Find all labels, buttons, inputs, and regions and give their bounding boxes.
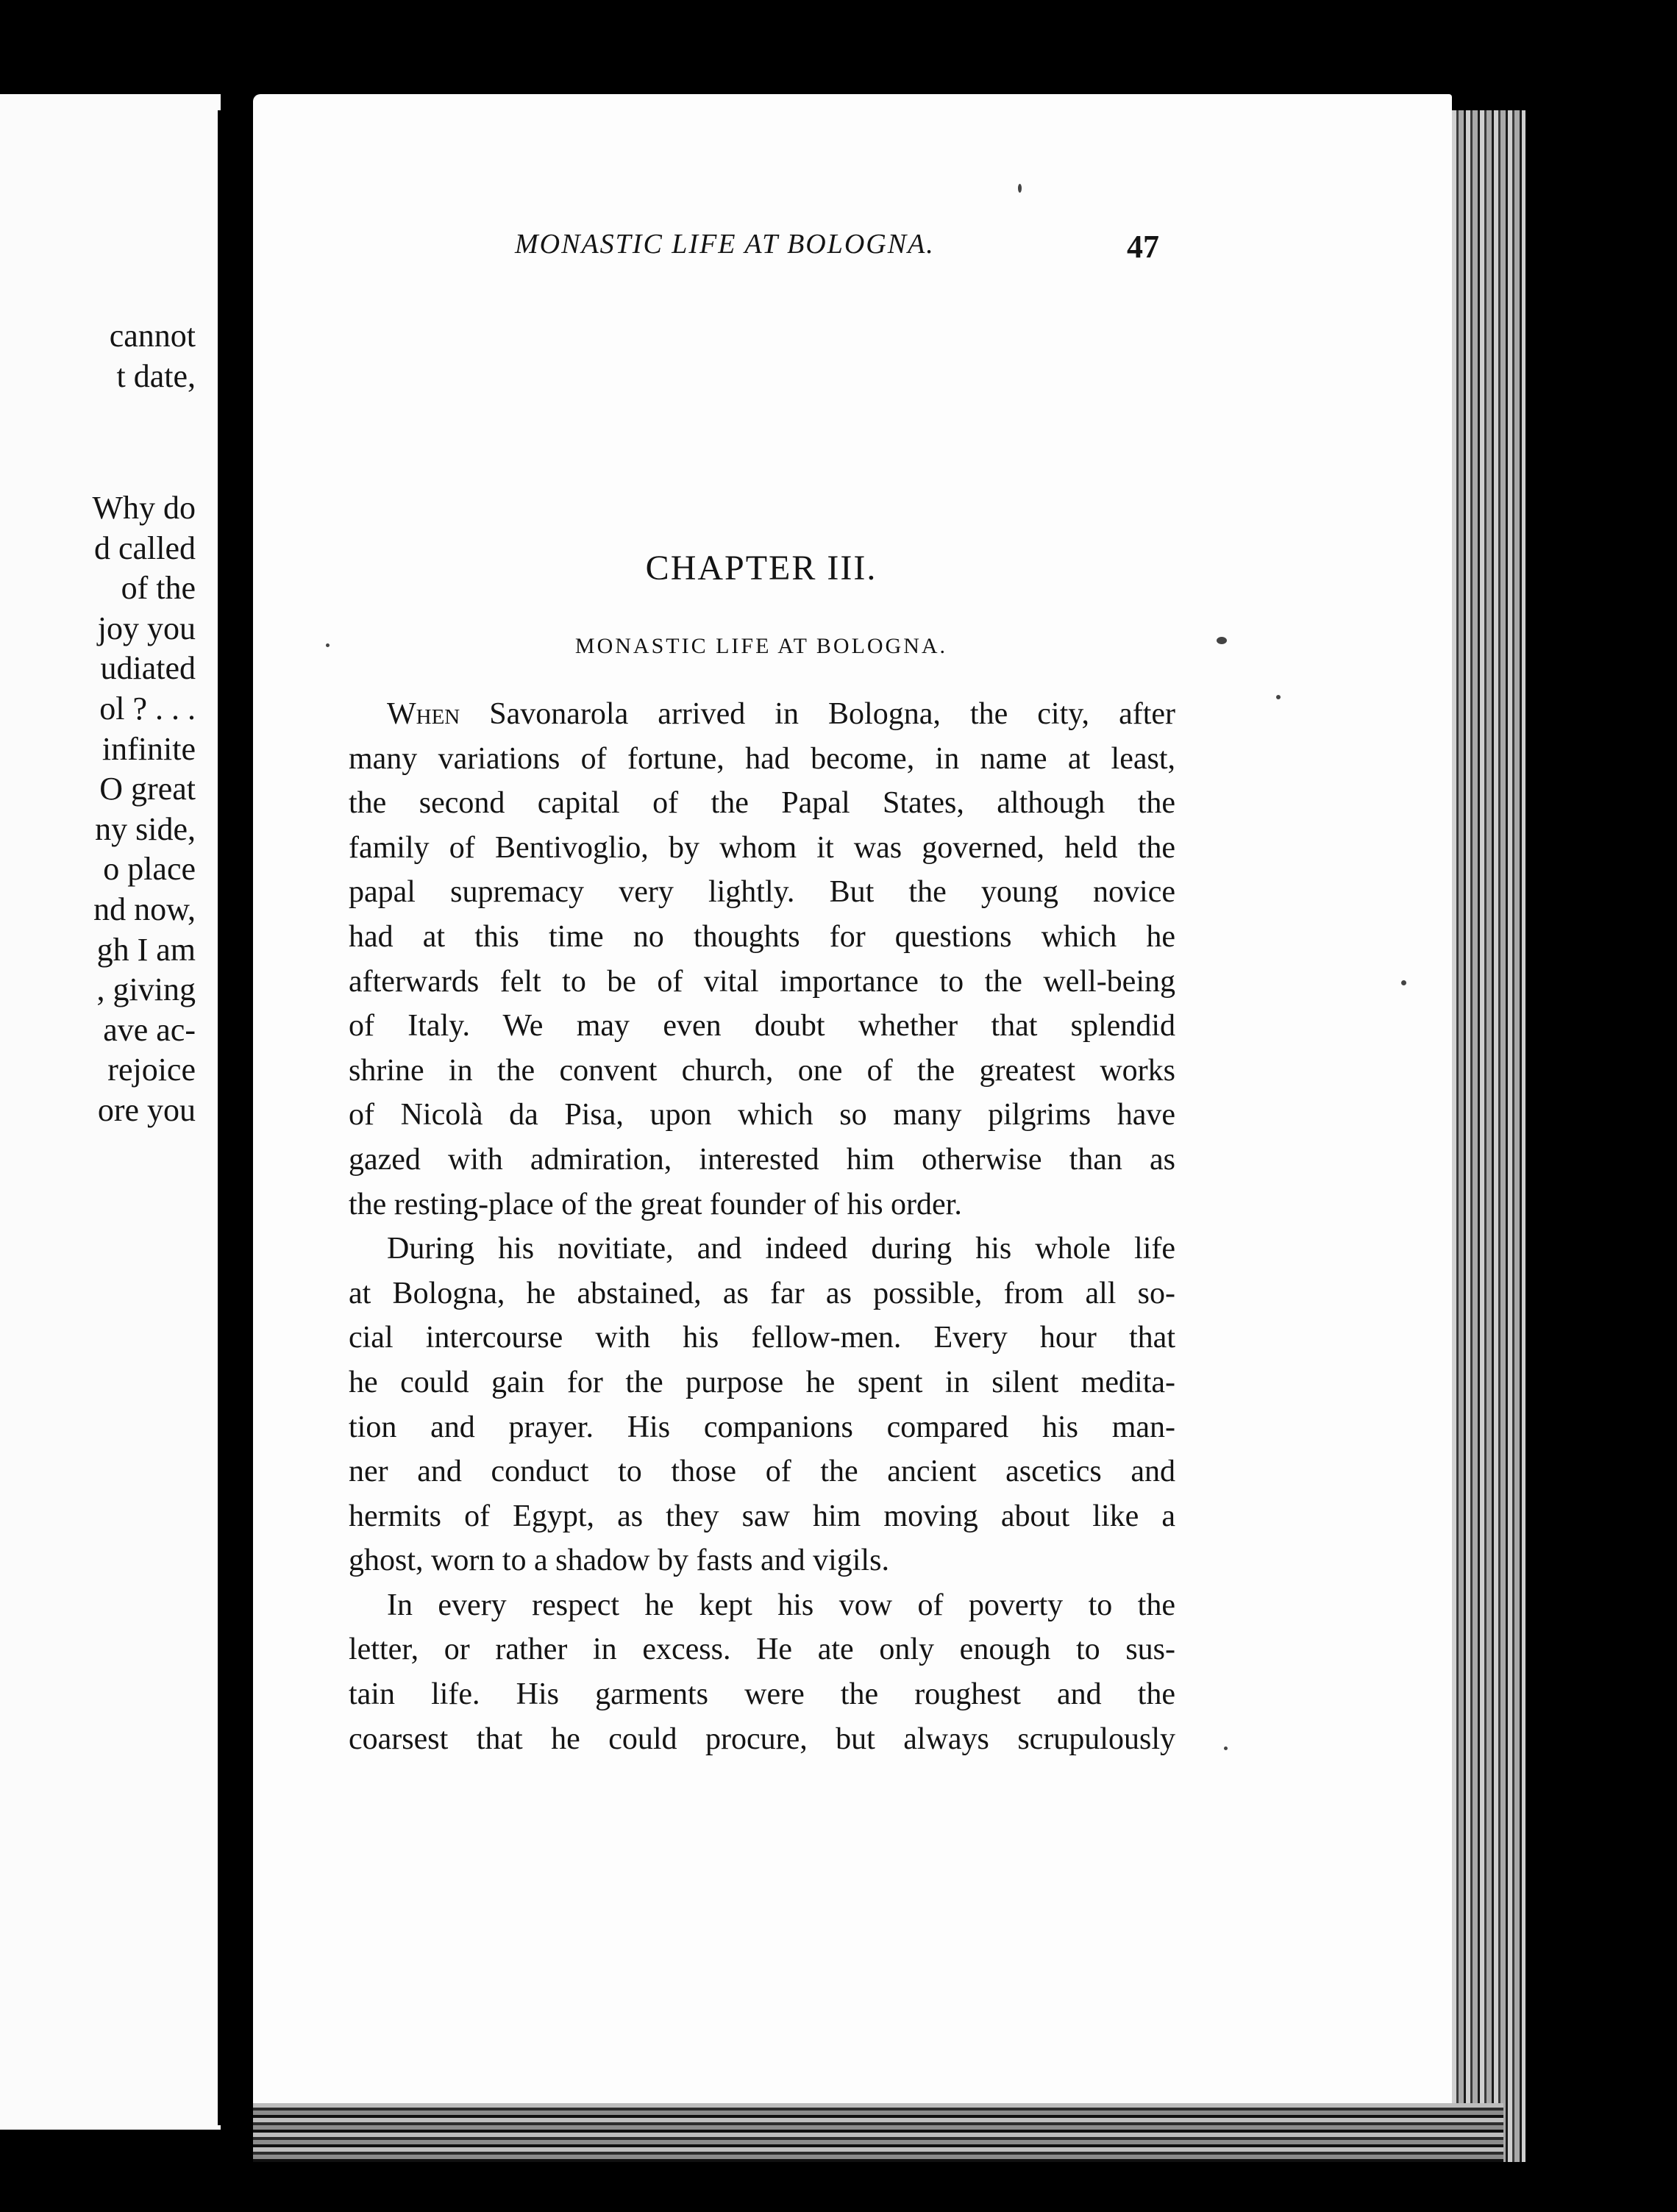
body-text: [349, 692, 1175, 1761]
page-edges: [1452, 110, 1525, 2162]
body-line: of Italy. We may even doubt whether that splendid: [349, 1009, 1175, 1043]
body-line: shrine in the convent church, one of the greatest works: [349, 1053, 1175, 1088]
body-line: the second capital of the Papal States, although the: [349, 786, 1175, 821]
book-gutter: [218, 110, 254, 2125]
body-line: had at this time no thoughts for questions which he: [349, 919, 1175, 954]
body-line: tion and prayer. His companions compared his man-: [349, 1410, 1175, 1444]
left-page-line: cannot: [109, 318, 196, 354]
body-line: many variations of fortune, had become, in name at least,: [349, 741, 1175, 776]
scan-speck: [326, 643, 330, 647]
left-page-line: joy you: [97, 610, 196, 646]
left-page-line: t date,: [116, 357, 196, 394]
left-page-line: ore you: [97, 1091, 196, 1128]
body-line: In every respect he kept his vow of poverty to the: [387, 1588, 1175, 1622]
left-page-line: o place: [103, 851, 196, 888]
body-line: family of Bentivoglio, by whom it was governed, held the: [349, 830, 1175, 865]
scan-speck: [1276, 695, 1281, 699]
left-page-line: of the: [121, 570, 196, 607]
body-line: gazed with admiration, interested him otherwise than as: [349, 1142, 1175, 1177]
body-line: hermits of Egypt, as they saw him moving about like a: [349, 1499, 1175, 1533]
page-bottom-edges: [253, 2103, 1503, 2162]
body-line: tain life. His garments were the roughest and the: [349, 1677, 1175, 1712]
body-line: ner and conduct to those of the ancient ascetics and: [349, 1455, 1175, 1489]
left-page-line: Why do: [92, 490, 196, 526]
left-page-line: , giving: [96, 971, 196, 1008]
left-page-line: nd now,: [93, 891, 196, 927]
left-page-line: ny side,: [95, 810, 196, 847]
left-page-text-top: [0, 316, 196, 396]
body-line: cial intercourse with his fellow-men. Every hour that: [349, 1321, 1175, 1355]
body-line: afterwards felt to be of vital importance to the well-being: [349, 964, 1175, 999]
body-line: When Savonarola arrived in Bologna, the city, after: [387, 697, 1175, 731]
scan-speck: [1018, 184, 1022, 193]
left-page-line: infinite: [102, 730, 196, 767]
left-page-line: rejoice: [107, 1052, 196, 1088]
body-line: coarsest that he could procure, but always scrupulously: [349, 1722, 1175, 1756]
body-line: papal supremacy very lightly. But the young novice: [349, 875, 1175, 910]
body-line: at Bologna, he abstained, as far as possible, from all so-: [349, 1276, 1175, 1310]
body-line: the resting-place of the great founder of his order.: [349, 1187, 962, 1221]
left-page-line: ave ac-: [103, 1011, 196, 1048]
left-page-line: udiated: [100, 650, 196, 687]
left-page-line: gh I am: [96, 931, 196, 968]
body-line: ghost, worn to a shadow by fasts and vigils.: [349, 1544, 889, 1578]
chapter-subtitle: MONASTIC LIFE AT BOLOGNA.: [574, 634, 948, 658]
body-line: of Nicolà da Pisa, upon which so many pilgrims have: [349, 1098, 1175, 1132]
body-line: letter, or rather in excess. He ate only enough to sus-: [349, 1633, 1175, 1667]
left-page-line: O great: [99, 771, 196, 807]
scan-speck: [1401, 980, 1406, 985]
left-page: [0, 94, 221, 2130]
scan-speck: [1217, 637, 1227, 644]
body-line: During his novitiate, and indeed during his whole life: [387, 1232, 1175, 1266]
left-page-line: d called: [93, 529, 196, 566]
chapter-title: CHAPTER III.: [645, 549, 877, 588]
running-head: MONASTIC LIFE AT BOLOGNA.: [515, 229, 935, 260]
left-page-line: ol ? . . .: [99, 690, 196, 727]
body-line: he could gain for the purpose he spent in silent medita-: [349, 1365, 1175, 1399]
opening-word: When: [387, 697, 460, 731]
scan-speck: [1224, 1747, 1228, 1750]
page-number: 47: [1127, 229, 1159, 265]
